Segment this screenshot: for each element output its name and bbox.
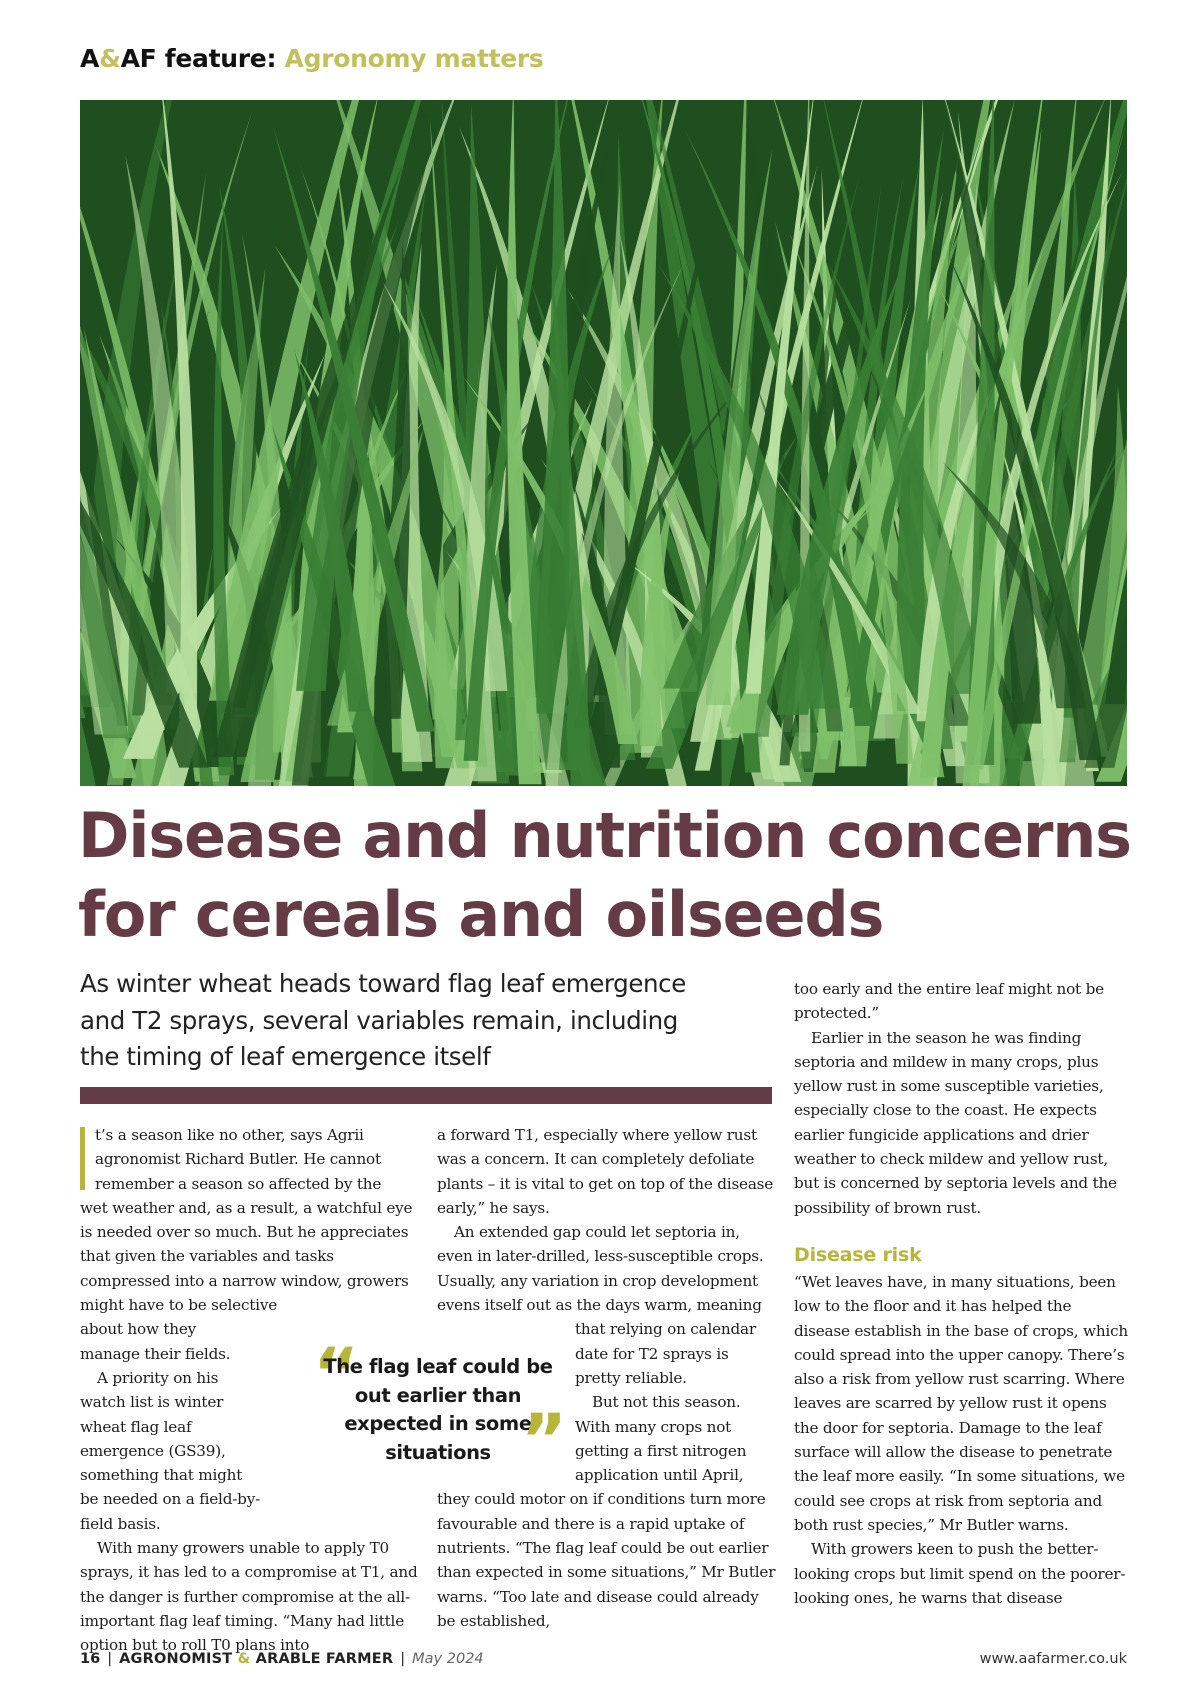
footer-separator: | [107,1651,113,1667]
magazine-name-b: ARABLE FARMER [250,1651,394,1667]
section-header [80,44,544,73]
standfirst: As winter wheat heads toward flag leaf emergence and T2 sprays, several variables remain, including the timing of leaf emergence itself [80,969,686,1071]
section-name: Agronomy matters [284,44,544,73]
col3-para-4: With growers keen to push the better-looking crops but limit spend on the poorer-looking ones, he warns that disease [794,1540,1126,1607]
page-footer [80,1651,1127,1671]
col1-para-3: With many growers unable to apply T0 sprays, it has led to a compromise at T1, and the danger is further compromise at the all-important flag leaf timing. “Many had little option but to roll T0 plans into [80,1539,418,1655]
issue-date: May 2024 [412,1651,484,1667]
article-headline [78,796,1158,954]
headline-line-1: Disease and nutrition concerns [78,799,1131,872]
col1-para-1: wet weather and, as a result, a watchful eye is needed over so much. But he appreciates that given the variables and tasks compressed into a narrow window, growers might have to be selective [80,1198,413,1315]
footer-separator-2: | [400,1651,406,1667]
col3-para-2: Earlier in the season he was finding septoria and mildew in many crops, plus yellow rust in some susceptible varieties, especially close to the coast. He expects earlier fungicide applications and drier weather to check mildew and yellow rust, but is concerned by septoria levels and the possibility of brown rust. [794,1028,1117,1217]
close-quote-mark: ” [521,1399,568,1481]
col2-para-2-wrap: that relying on calendar date for T2 sprays is pretty reliable. [575,1320,756,1387]
article-column-3 [794,977,1129,1610]
standfirst-rule [80,1087,772,1104]
headline-line-2: for cereals and oilseeds [78,878,884,951]
magazine-name-a: AGRONOMIST [119,1651,238,1667]
footer-left [80,1651,484,1667]
magazine-name-amp: & [237,1651,251,1667]
col3-para-1: too early and the entire leaf might not be protected.” [794,980,1104,1023]
brand-a: A [80,44,100,73]
wheat-leaves-illustration [80,100,1127,786]
col2-para-3: they could motor on if conditions turn more favourable and there is a rapid uptake of nutrients. “The flag leaf could be out earlier than expected in some situations,” Mr Butler warns. “Too late and disease could already be established, [437,1490,776,1630]
pull-quote-text: The flag leaf could be out earlier than expected in some situations [323,1355,553,1464]
col1-para-2: A priority on his watch list is winter wheat flag leaf emergence (GS39), something that might be needed on a field-by-field basis. [80,1368,261,1533]
page-number: 16 [80,1651,101,1667]
brand-ampersand: & [99,44,121,73]
brand-feature-label: AF feature: [120,44,285,73]
col2-para-3-wrap: But not this season. With many crops not getting a first nitrogen application until April, [575,1393,747,1485]
wheat-crop-photo [80,100,1127,786]
col1-para-1-wrap: about how they manage their fields. [80,1320,231,1363]
open-quote-mark: “ [313,1333,360,1415]
col2-para-2: An extended gap could let septoria in, even in later-drilled, less-susceptible crops. Usually, any variation in crop development evens itself out as the days warm, meaning [437,1223,764,1315]
magazine-name [119,1651,393,1667]
col2-para-1: a forward T1, especially where yellow rust was a concern. It can completely defoliate plants – it is vital to get on top of the disease early,” he says. [437,1126,774,1217]
subhead-disease-risk: Disease risk [794,1243,922,1266]
col1-para-1-lead: t’s a season like no other, says Agrii agronomist Richard Butler. He cannot remember a season so affected by the [95,1126,382,1193]
col3-para-3: “Wet leaves have, in many situations, been low to the floor and it has helped the disease establish in the base of crops, which could spread into the upper canopy. There’s also a risk from yellow rust scarring. Where leaves are scarred by yellow rust it opens the door for septoria. Damage to the leaf surface will allow the disease to penetrate the leaf more easily. “In some situations, we could see crops at risk from septoria and both rust species,” Mr Butler warns. [794,1272,1128,1534]
website-link[interactable]: www.aafarmer.co.uk [979,1651,1127,1667]
pull-quote [313,1333,568,1481]
